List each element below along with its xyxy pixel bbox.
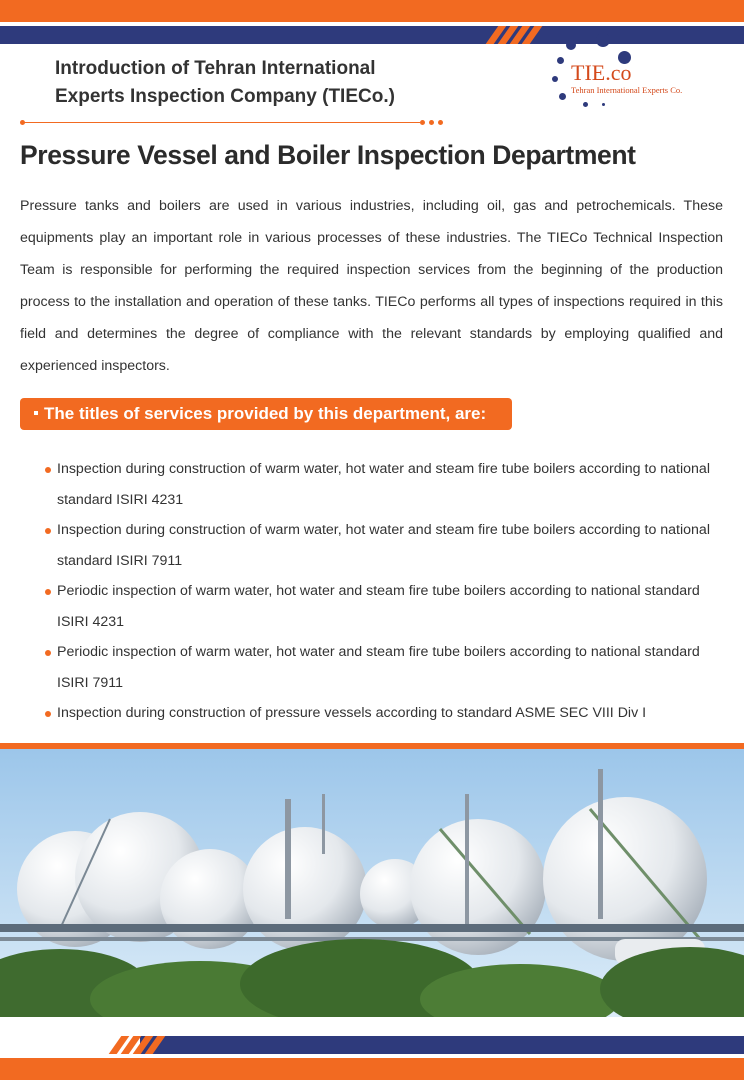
company-logo [548,30,728,115]
logo-dot-icon [552,76,558,82]
logo-dot-icon [583,102,588,107]
logo-subtitle: Tehran International Experts Co. [571,85,683,95]
spherical-storage-tanks-photo [0,749,744,1017]
bottom-navy-band [140,1036,744,1054]
page-title: Pressure Vessel and Boiler Inspection Department [20,140,636,170]
services-list [44,454,724,729]
header-divider-dots [420,120,443,125]
list-item: Inspection during construction of warm water, hot water and steam fire tube boilers according to national standard ISIRI 7911 [44,515,724,576]
header-title-line-2: Experts Inspection Company (TIECo.) [55,86,395,107]
logo-dot-icon [557,57,564,64]
list-item: Inspection during construction of pressure vessels according to standard ASME SEC VIII Div I [44,698,724,729]
header-title [55,55,475,111]
list-item: Periodic inspection of warm water, hot water and steam fire tube boilers according to national standard ISIRI 4231 [44,576,724,637]
square-bullet-icon [34,411,38,415]
services-heading [20,398,512,430]
top-orange-band [0,0,744,22]
bottom-orange-band [0,1058,744,1080]
top-stripes-decoration [492,26,536,44]
logo-dot-icon [559,93,566,100]
logo-name: TIE.co [571,60,632,85]
services-heading-text: The titles of services provided by this department, are: [44,404,487,423]
bottom-stripes-decoration [115,1036,159,1054]
intro-paragraph: Pressure tanks and boilers are used in various industries, including oil, gas and petrochemicals. These equipments play an important role in various processes of these industries. The TIECo Technical Inspection Team is responsible for performing the required inspection services from the beginning of the production process to the installation and operation of these tanks. TIECo performs all types of inspections required in this field and determines the degree of compliance with the relevant standards by employing qualified and experienced inspectors. [20,198,723,374]
logo-dot-icon [566,40,576,50]
logo-dot-icon [596,33,610,47]
logo-dot-icon [602,103,605,106]
list-item: Inspection during construction of warm water, hot water and steam fire tube boilers according to national standard ISIRI 4231 [44,454,724,515]
list-item: Periodic inspection of warm water, hot water and steam fire tube boilers according to national standard ISIRI 7911 [44,637,724,698]
header-divider [22,122,420,123]
header-title-line-1: Introduction of Tehran International [55,58,376,79]
